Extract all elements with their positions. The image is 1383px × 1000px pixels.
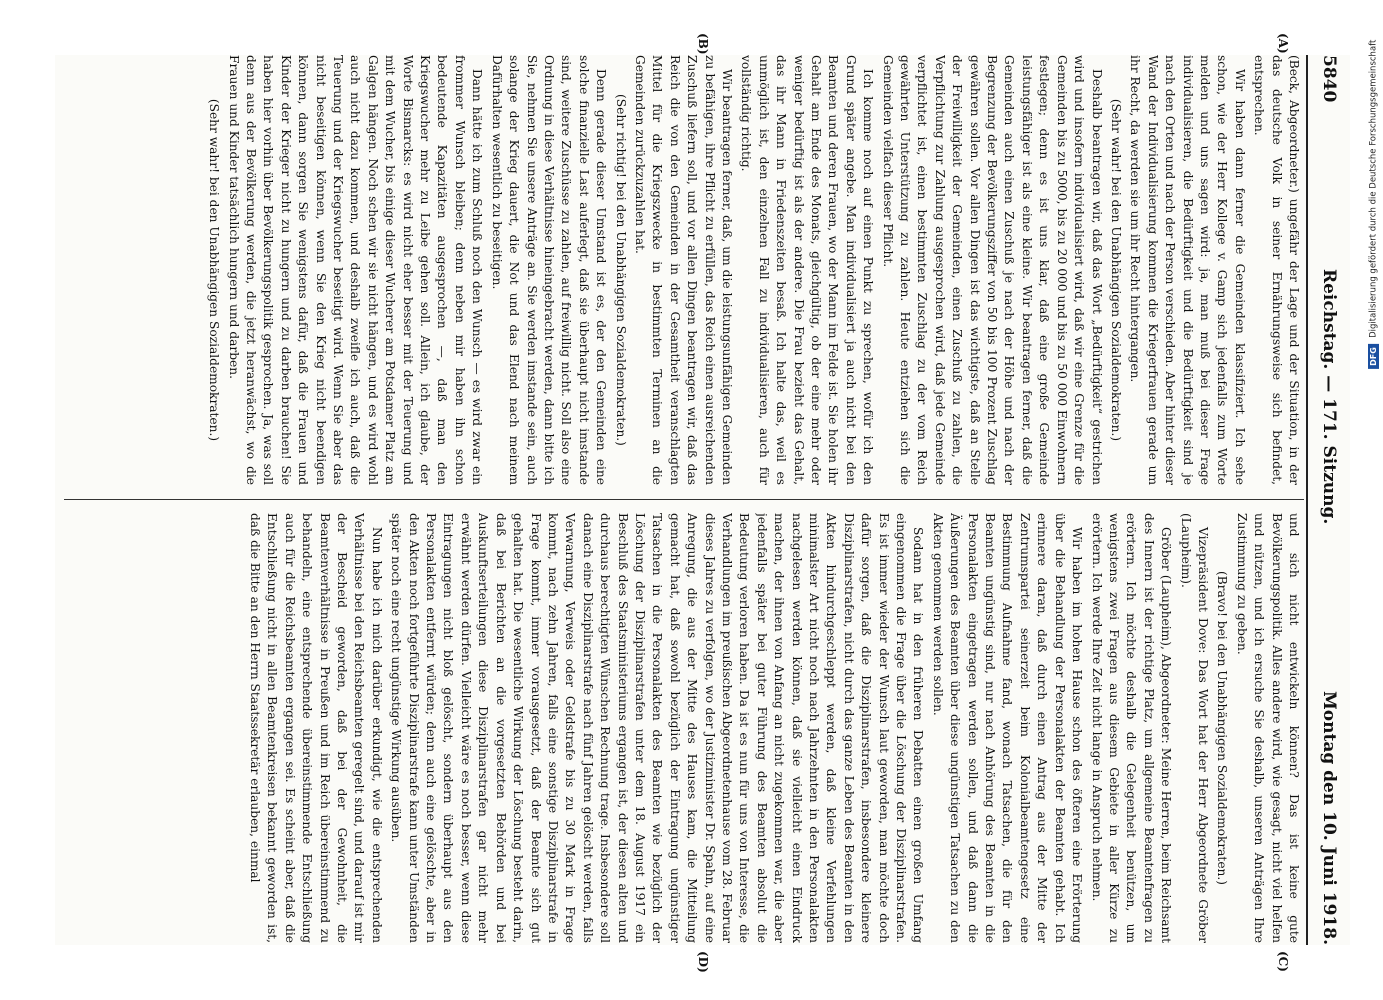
paragraph: Sodann hat in den früheren Debatten einen großen Umfang eingenommen die Frage über die Löschung der Disziplinarstrafen. Es ist immer wieder der Wunsch laut geworden, man möchte doch dafür sorgen, daß die Disziplinarstrafen, insbesondere kleinere Disziplinarstrafen, nicht durch das ganze Leben des Beamten in den Akten hindurchgeschleppt werden, daß kleine Verfehlungen minimalster Art nicht noch nach Jahrzehnten in den Personalakten nachgelesen werden können, daß sie vielleicht einen Eindruck machen, der ihnen von Anfang an nicht zugekommen war, die aber jedenfalls später bei guter Führung des Beamten absolut die Bedeutung verloren haben. Da ist es nun für uns von Interesse, die Verhandlungen im preußischen Abgeordnetenhause vom 28. Februar dieses Jahres zu verfolgen, wo der Justizminister Dr. Spahn, auf eine Anregung, die aus der Mitte des Hauses kam, die Mitteilung gemacht hat, daß sowohl bezüglich der Eintragung ungünstiger Tatsachen in die Personalakten des Beamten wie bezüglich der Löschung der Disziplinarstrafen unter dem 18. August 1917 ein Beschluß des Staatsministeriums ergangen ist, der diesen alten und durchaus berechtigten Wünschen Rechnung trage. Insbesondere soll danach eine Disziplinarstrafe nach fünf Jahren gelöscht werden, falls Verwarnung, Verweis oder Geldstrafe bis zu 30 Mark in Frage kommt, nach zehn Jahren, falls eine sonstige Disziplinarstrafe in Frage kommt, immer vorausgesetzt, daß der Beamte sich gut gehalten hat. Die wesentliche Wirkung der Löschung besteht darin, daß bei Berichten an die vorgesetzten Behörden und bei Auskunftserteilungen diese Disziplinarstrafen gar nicht mehr erwähnt werden dürfen. Vielleicht wäre es noch besser, wenn diese Eintragungen nicht bloß gelöscht, sondern überhaupt aus den Personalakten entfernt würden; denn auch eine gelöschte, aber in den Akten noch fortgeführte Disziplinarstrafe kann unter Umständen später noch eine recht ungünstige Wirkung ausüben. xyxy=(389,513,926,943)
interjection: (Sehr wahr! bei den Unabhängigen Sozialdemokraten.) xyxy=(1108,98,1123,442)
page-number: 5840 xyxy=(1319,55,1339,103)
margin-mark-b: (B) xyxy=(696,33,710,55)
margin-mark-d: (D) xyxy=(696,951,710,973)
dfg-logo: DFG xyxy=(1368,344,1379,369)
scanned-page xyxy=(55,33,1350,973)
paragraph: und sich nicht entwickeln können? Das ist keine gute Bevölkerungspolitik. Alles andere wird, wie gesagt, nicht viel helfen und nützen, und ich ersuche Sie deshalb, unseren Anträgen Ihre Zustimmung zu geben. xyxy=(1234,513,1301,943)
paragraph: Deshalb beantragen wir, daß das Wort „Bedürftigkeit“ gestrichen wird und insofern individualisiert wird, daß wir eine Grenze für die Gemeinden bis zu 5000, bis zu 20 000 und bis zu 50 000 Einwohnern festlegen; denn es ist uns klar, daß eine große Gemeinde leistungsfähiger ist als eine kleine. Wir beantragen ferner, daß die Gemeinden auch einen Zuschuß je nach der Höhe und nach der Begrenzung der Bevölkerungsziffer von 50 bis 100 Prozent Zuschlag gewähren sollen. Vor allen Dingen ist das wichtigste, daß an Stelle der Freiwilligkeit der Gemeinden, einen Zuschuß zu zahlen, die Verpflichtung zur Zahlung ausgesprochen wird, daß jede Gemeinde verpflichtet ist, einen bestimmten Zuschlag zu der vom Reich gewährten Unterstützung zu zahlen. Heute entziehen sich die Gemeinden vielfach dieser Pflicht. xyxy=(880,55,1104,485)
column-divider xyxy=(64,499,1304,500)
left-column xyxy=(62,55,1302,485)
margin-mark-a: (A) xyxy=(1276,33,1290,54)
header-session: Reichstag. — 171. Sitzung. xyxy=(1319,268,1339,525)
watermark-text: Digitalisierung gefördert durch die Deutsche Forschungsgemeinschaft xyxy=(1368,40,1379,339)
interjection: (Sehr wahr! bei den Unabhängigen Sozialdemokraten.) xyxy=(207,98,222,442)
page-header xyxy=(1306,55,1350,945)
paragraph: Denn gerade dieser Umstand ist es, der den Gemeinden eine solche finanzielle Last auferlegt, daß sie überhaupt nicht imstande sind, weitere Zuschüsse zu zahlen, auf freiwillig nicht. Soll also eine Ordnung in diese Verhältnisse hineingebracht werden, dann bitte ich Sie, nehmen Sie unsere Anträge an. Sie werden imstande sein, auch solange der Krieg dauert, die Not und das Elend nach meinem Dafürhalten wesentlich zu beseitigen. xyxy=(489,55,609,485)
header-date: Montag den 10. Juni 1918. xyxy=(1319,690,1339,945)
interjection: (Bravo! bei den Unabhängigen Sozialdemokraten.) xyxy=(1215,570,1230,886)
paragraph: Gröber (Laupheim), Abgeordneter: Meine Herren, beim Reichsamt des Innern ist der richtige Platz, um allgemeine Beamtenfragen zu erörtern. Ich möchte deshalb die Gelegenheit benützen, um wenigstens zwei Fragen aus diesem Gebiete in aller Kürze zu erörtern. Ich werde Ihre Zeit nicht lange in Anspruch nehmen. xyxy=(1089,513,1174,943)
paragraph: Wir haben dann ferner die Gemeinden klassifiziert. Ich sehe schon, wie der Herr Kollege v. Gamp sich jedenfalls zum Worte melden und uns sagen wird: ja, man muß bei dieser Frage individualisieren, die Bedürftigkeit und die Bedürftigkeit sind je nach den Orten und nach der Person verschieden. Aber hinter dieser Wand der Individualisierung kommen die Kriegerfrauen gerade um ihr Recht, da werden sie um ihr Recht hintergangen. xyxy=(1128,55,1247,485)
paragraph: Wir haben im hohen Hause schon des öfteren eine Erörterung über die Behandlung der Personalakten der Beamten gehabt. Ich erinnere daran, daß durch einen Antrag aus der Mitte der Zentrumspartei seinerzeit beim Kolonialbeamtengesetz eine Bestimmung Aufnahme fand, wonach Tatsachen, die für den Beamten ungünstig sind, nur nach Anhörung des Beamten in die Personalakten eingetragen werden sollen, und daß dann die Äußerungen des Beamten über diese ungünstigen Tatsachen zu den Akten genommen werden sollen. xyxy=(930,513,1085,943)
paragraph: Dann hätte ich zum Schluß noch den Wunsch — es wird zwar ein frommer Wunsch bleiben; denn neben mir haben ihn schon bedeutende Kapazitäten ausgesprochen —, daß man den Kriegswucher mehr zu Leibe gehen soll. Allein, ich glaube, der Worte Bismarcks: es wird nicht eher besser mit der Teuerung und mit dem Wucher, bis einige dieser Wucherer am Potsdamer Platz am Galgen hängen. Noch schen wir sie nicht hängen, und es wird wohl auch nicht dazu kommen, und deshalb zweifle ich auch, daß die Teuerung und der Kriegswucher beseitigt wird. Wenn Sie aber das nicht beseitigen können, wenn Sie den Krieg nicht beendigen können, dann sorgen Sie wenigstens dafür, daß die Frauen und Kinder der Krieger nicht zu hungern und zu darben brauchen! Sie haben hier vorhin über Bevölkerungspolitik gesprochen. Ja, was soll denn aus der Bevölkerung werden, die jetzt heranwächst, wo die Frauen und Kinder tatsächlich hungern und darben. xyxy=(226,55,485,485)
paragraph: Wir beantragen ferner, daß, um die leistungsunfähigen Gemeinden zu befähigen, ihre Pflicht zu erfüllen, das Reich einen ausreichenden Zuschuß liefern soll, und vor allen Dingen beantragen wir, daß das Reich die von den Gemeinden in der Gesamtheit veranschlagten Mittel für die Kriegszwecke in bestimmten Terminen an die Gemeinden zurückzuzahlen hat. xyxy=(632,55,734,485)
paragraph: Nun habe ich mich darüber erkundigt, wie die entsprechenden Verhältnisse bei den Reichsbeamten geregelt sind, und darauf ist mir der Bescheid geworden, daß bei der Gewohnheit, die Beamtenverhältnisse in Preußen und im Reich übereinstimmend zu behandeln, eine entsprechende übereinstimmende Entschließung auch für die Reichsbeamten ergangen sei. Es scheint aber, daß die Entschließung nicht in allen Beamtenkreisen bekannt geworden ist, daß die Bitte an den Herrn Staatssekretär erlauben, einmal xyxy=(248,513,384,943)
digitization-watermark xyxy=(1368,40,1379,369)
paragraph: (Beck, Abgeordneter.) ungefähr der Lage und der Situation, in der das deutsche Volk in seiner Ernährungsweise sich befindet, entsprechen. xyxy=(1252,55,1301,485)
interjection: (Sehr richtig! bei den Unabhängigen Sozialdemokraten.) xyxy=(613,94,628,446)
paragraph: Vizepräsident Dove: Das Wort hat der Herr Abgeordnete Gröber (Laupheim). xyxy=(1178,513,1210,943)
margin-mark-c: (C) xyxy=(1276,951,1290,972)
right-column xyxy=(62,513,1302,943)
paragraph: Ich komme noch auf einen Punkt zu sprechen, wofür ich den Grund später angebe. Man individualisiert ja auch nicht bei den Beamten und deren Frauen, wo der Mann im Felde ist. Sie holen ihr Gehalt am Ende des Monats, gleichgültig, ob der eine mehr oder weniger bedürftig ist als der andere. Die Frau bezieht das Gehalt, das ihr Mann in Friedenszeiten besaß. Ich halte das, weil es unmöglich ist, den einzelnen Fall zu individualisieren, auch für vollständig richtig. xyxy=(739,55,876,485)
